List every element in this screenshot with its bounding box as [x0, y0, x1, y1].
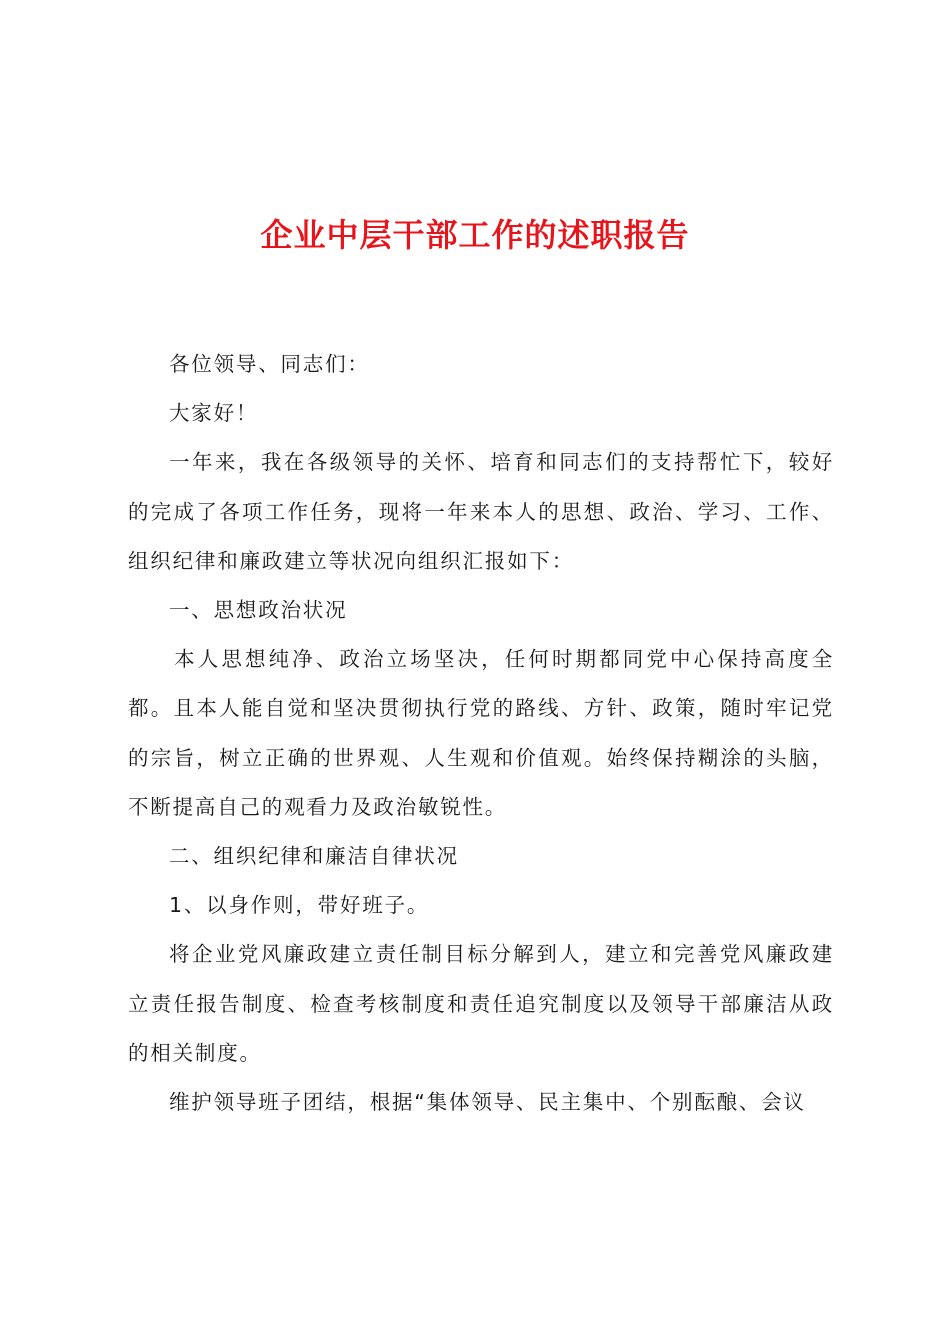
unity-paragraph: 维护领导班子团结，根据“集体领导、民主集中、个别酝酿、会议 [169, 1090, 806, 1115]
subsection-heading-1: 1、以身作则，带好班子。 [169, 893, 430, 918]
section-1-paragraph: 本人思想纯净、政治立场坚决，任何时期都同党中心保持高度全都。且本人能自觉和坚决贯彻执行党的路线、方针、政策，随时牢记党的宗旨，树立正确的世界观、人生观和价值观。始终保持糊涂的头脑，不断提高自己的观看力及政治敏锐性。 [128, 647, 834, 819]
intro-paragraph: 一年来，我在各级领导的关怀、培育和同志们的支持帮忙下，较好的完成了各项工作任务，现将一年来本人的思想、政治、学习、工作、组织纪律和廉政建立等状况向组织汇报如下： [128, 450, 834, 573]
section-heading-2: 二、组织纪律和廉洁自律状况 [169, 844, 459, 869]
section-heading-1: 一、思想政治状况 [169, 598, 348, 623]
document-body [128, 340, 834, 1127]
salutation-paragraph: 各位领导、同志们： [169, 352, 370, 376]
greeting-paragraph: 大家好！ [169, 401, 259, 426]
subsection-1-paragraph: 将企业党风廉政建立责任制目标分解到人，建立和完善党风廉政建立责任报告制度、检查考核制度和责任追究制度以及领导干部廉洁从政的相关制度。 [128, 942, 834, 1065]
document-title: 企业中层干部工作的述职报告 [260, 216, 690, 254]
